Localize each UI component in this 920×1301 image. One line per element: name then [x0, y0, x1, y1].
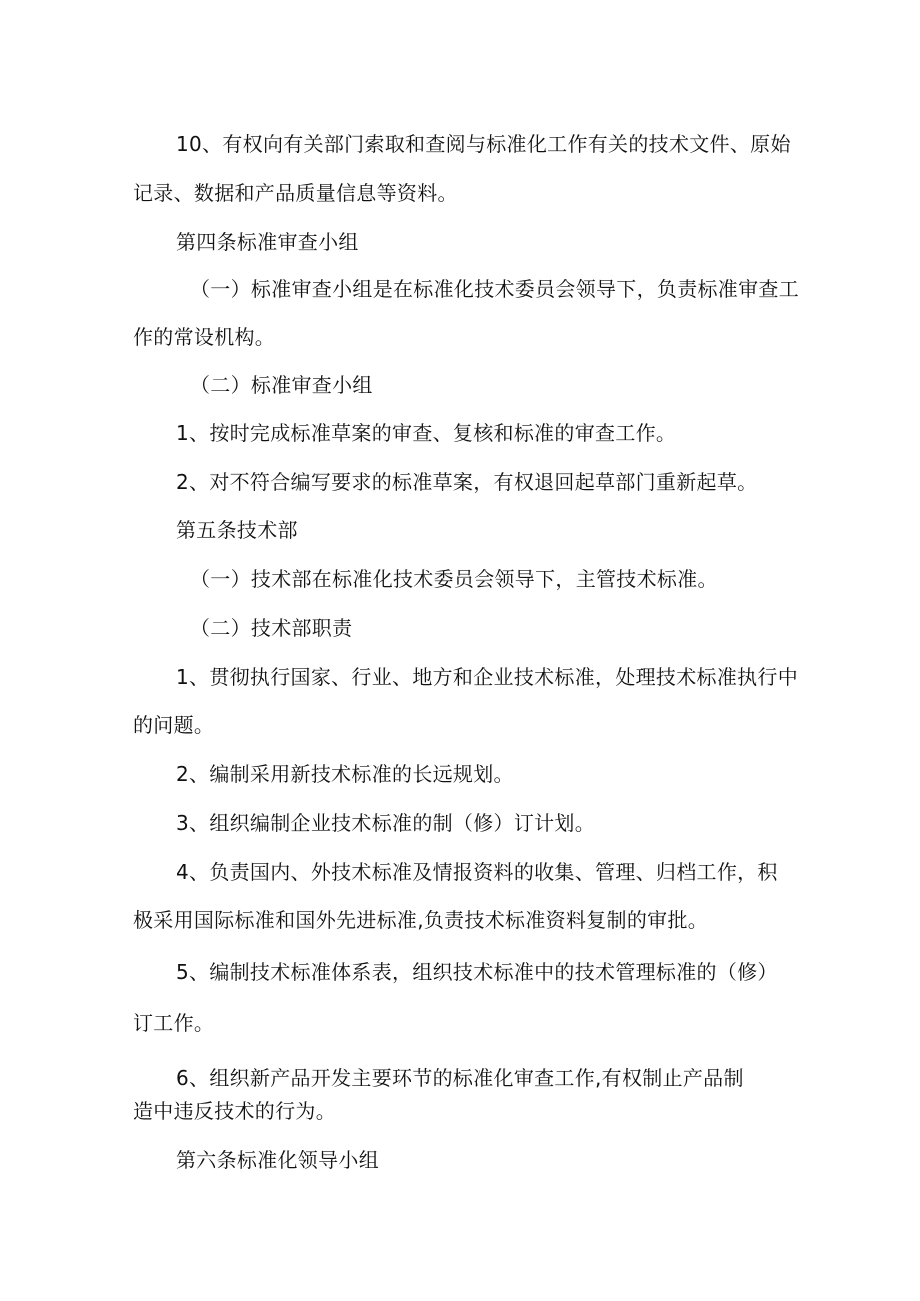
heading-article6: 第六条标准化领导小组: [176, 1148, 379, 1172]
para-article3-item10-line2: 记录、数据和产品质量信息等资料。: [133, 181, 458, 205]
para-article5-item2: 2、编制采用新技术标准的长远规划。: [176, 762, 514, 786]
para-article5-item3: 3、组织编制企业技术标准的制（修）订计划。: [176, 811, 596, 835]
heading-article4: 第四条标准审查小组: [176, 230, 359, 254]
heading-article5: 第五条技术部: [176, 518, 298, 542]
para-article4-item2: 2、对不符合编写要求的标准草案，有权退回起草部门重新起草。: [176, 470, 758, 494]
para-article4-2: （二）标准审查小组: [190, 373, 373, 397]
para-article5-item1-line1: 1、贯彻执行国家、行业、地方和企业技术标准，处理技术标准执行中: [176, 665, 799, 689]
para-article3-item10-line1: 10、有权向有关部门索取和查阅与标准化工作有关的技术文件、原始: [176, 132, 791, 156]
para-article4-1-line2: 作的常设机构。: [133, 325, 276, 349]
para-article5-item6-line1: 6、组织新产品开发主要环节的标准化审查工作,有权制止产品制: [176, 1066, 744, 1090]
para-article5-item5-line2: 订工作。: [133, 1011, 215, 1035]
para-article5-item4-line1: 4、负责国内、外技术标准及情报资料的收集、管理、归档工作，积: [176, 860, 778, 884]
para-article5-2: （二）技术部职责: [190, 616, 353, 640]
para-article5-item5-line1: 5、编制技术标准体系表，组织技术标准中的技术管理标准的（修）: [176, 960, 778, 984]
para-article4-1-line1: （一）标准审查小组是在标准化技术委员会领导下，负责标准审查工: [190, 277, 799, 301]
para-article4-item1: 1、按时完成标准草案的审查、复核和标准的审查工作。: [176, 421, 677, 445]
para-article5-item6-line2: 造中违反技术的行为。: [133, 1099, 336, 1123]
para-article5-item4-line2: 极采用国际标准和国外先进标准,负责技术标准资料复制的审批。: [133, 908, 709, 932]
para-article5-item1-line2: 的问题。: [133, 713, 215, 737]
para-article5-1: （一）技术部在标准化技术委员会领导下，主管技术标准。: [190, 567, 718, 591]
